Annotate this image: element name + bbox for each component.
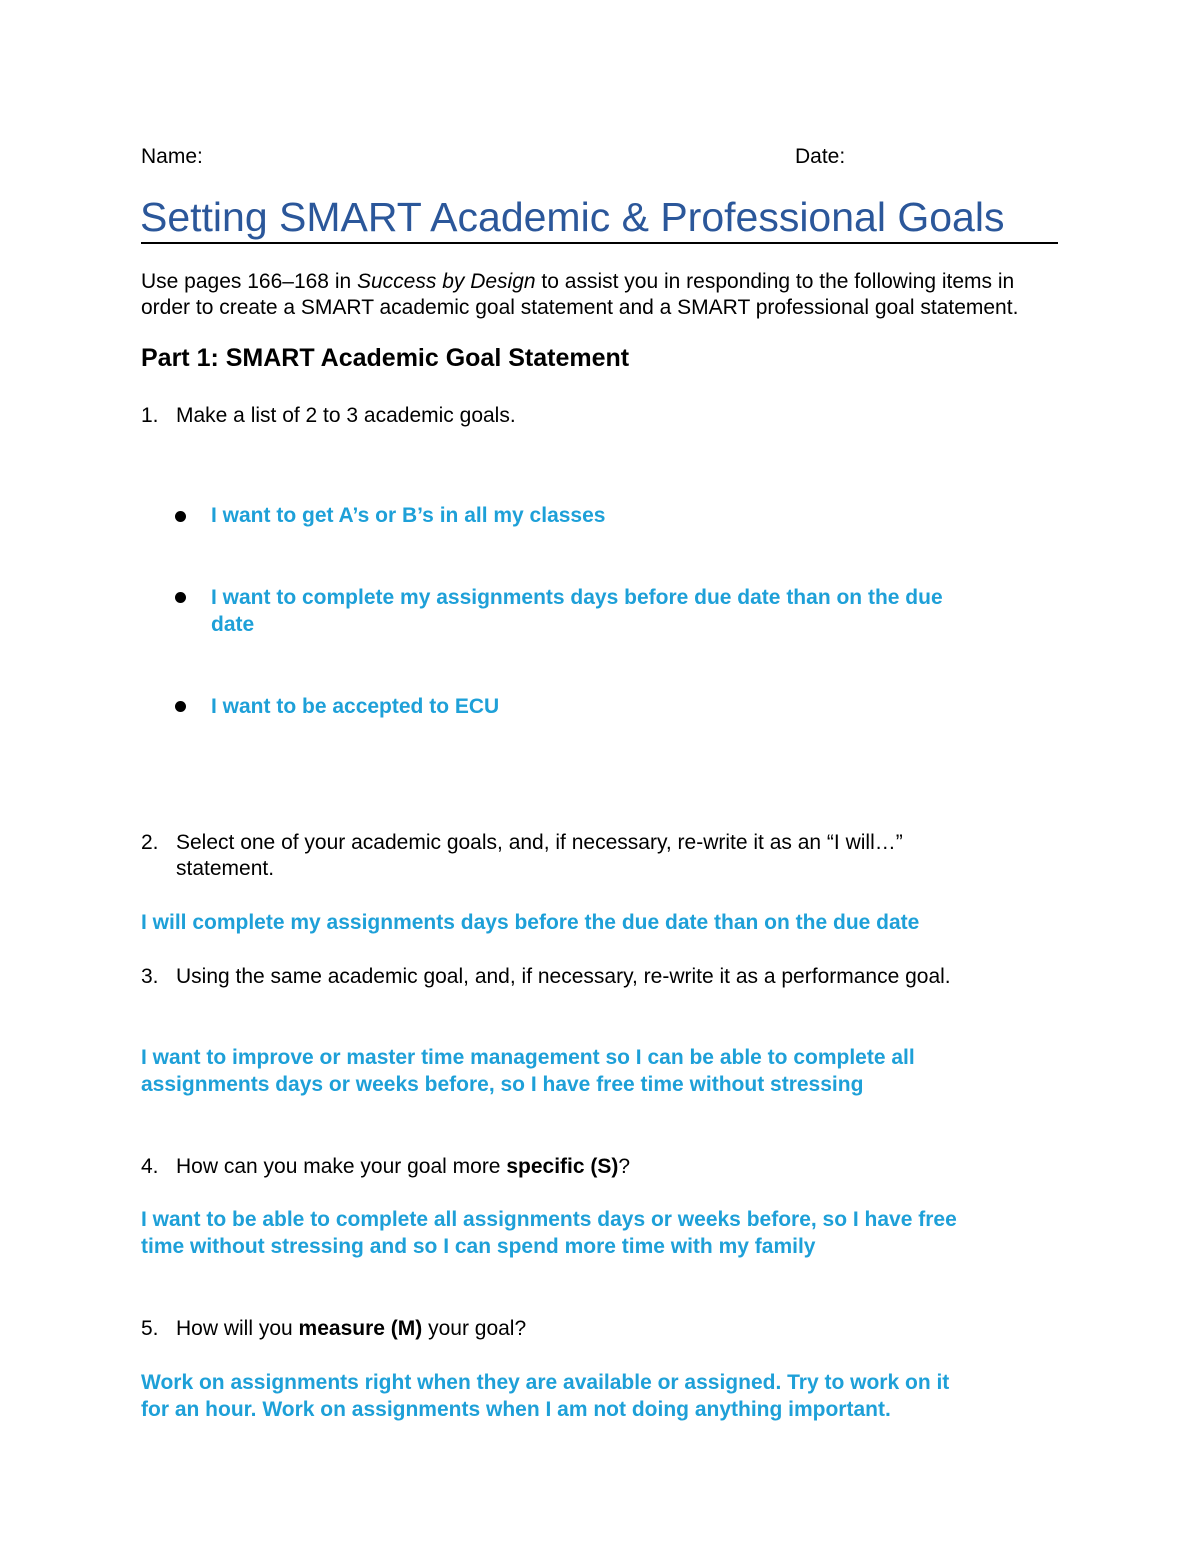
intro-line-2: order to create a SMART academic goal statement and a SMART professional goal statement. bbox=[141, 296, 1019, 319]
question-2-cont: statement. bbox=[176, 857, 275, 880]
title-underline bbox=[141, 242, 1058, 244]
question-number: 4. bbox=[141, 1155, 159, 1178]
answer-4-line-2: time without stressing and so I can spend more time with my family bbox=[141, 1235, 816, 1258]
answer-3-line-1: I want to improve or master time management so I can be able to complete all bbox=[141, 1046, 915, 1069]
question-number: 3. bbox=[141, 965, 159, 988]
part1-heading: Part 1: SMART Academic Goal Statement bbox=[141, 344, 630, 372]
date-label: Date: bbox=[795, 145, 846, 168]
goal-item-1: I want to get A’s or B’s in all my classes bbox=[211, 504, 606, 527]
name-label: Name: bbox=[141, 145, 203, 168]
question-1: 1. Make a list of 2 to 3 academic goals. bbox=[141, 404, 516, 427]
question-2: 2. Select one of your academic goals, and, if necessary, re-write it as an “I will…” bbox=[141, 831, 903, 854]
bullet-icon bbox=[175, 511, 186, 522]
question-number: 1. bbox=[141, 404, 159, 427]
answer-2: I will complete my assignments days before the due date than on the due date bbox=[141, 911, 920, 934]
answer-4-line-1: I want to be able to complete all assignments days or weeks before, so I have free bbox=[141, 1208, 957, 1231]
question-number: 2. bbox=[141, 831, 159, 854]
question-4: 4. How can you make your goal more specific (S)? bbox=[141, 1155, 631, 1178]
bullet-icon bbox=[175, 701, 186, 712]
goal-item-2: I want to complete my assignments days before due date than on the due bbox=[211, 586, 943, 609]
book-title: Success by Design bbox=[357, 270, 536, 293]
answer-5-line-2: for an hour. Work on assignments when I am not doing anything important. bbox=[141, 1398, 891, 1421]
page-title: Setting SMART Academic & Professional Goals bbox=[140, 194, 1005, 240]
goal-item-3: I want to be accepted to ECU bbox=[211, 695, 500, 718]
answer-3-line-2: assignments days or weeks before, so I have free time without stressing bbox=[141, 1073, 864, 1096]
intro-line-1: Use pages 166–168 in Success by Design to assist you in responding to the following items in bbox=[141, 270, 1015, 293]
question-3: 3. Using the same academic goal, and, if necessary, re-write it as a performance goal. bbox=[141, 965, 951, 988]
question-5: 5. How will you measure (M) your goal? bbox=[141, 1317, 527, 1340]
goal-item-2-cont: date bbox=[211, 613, 255, 636]
answer-5-line-1: Work on assignments right when they are available or assigned. Try to work on it bbox=[141, 1371, 950, 1394]
bullet-icon bbox=[175, 592, 186, 603]
question-number: 5. bbox=[141, 1317, 159, 1340]
